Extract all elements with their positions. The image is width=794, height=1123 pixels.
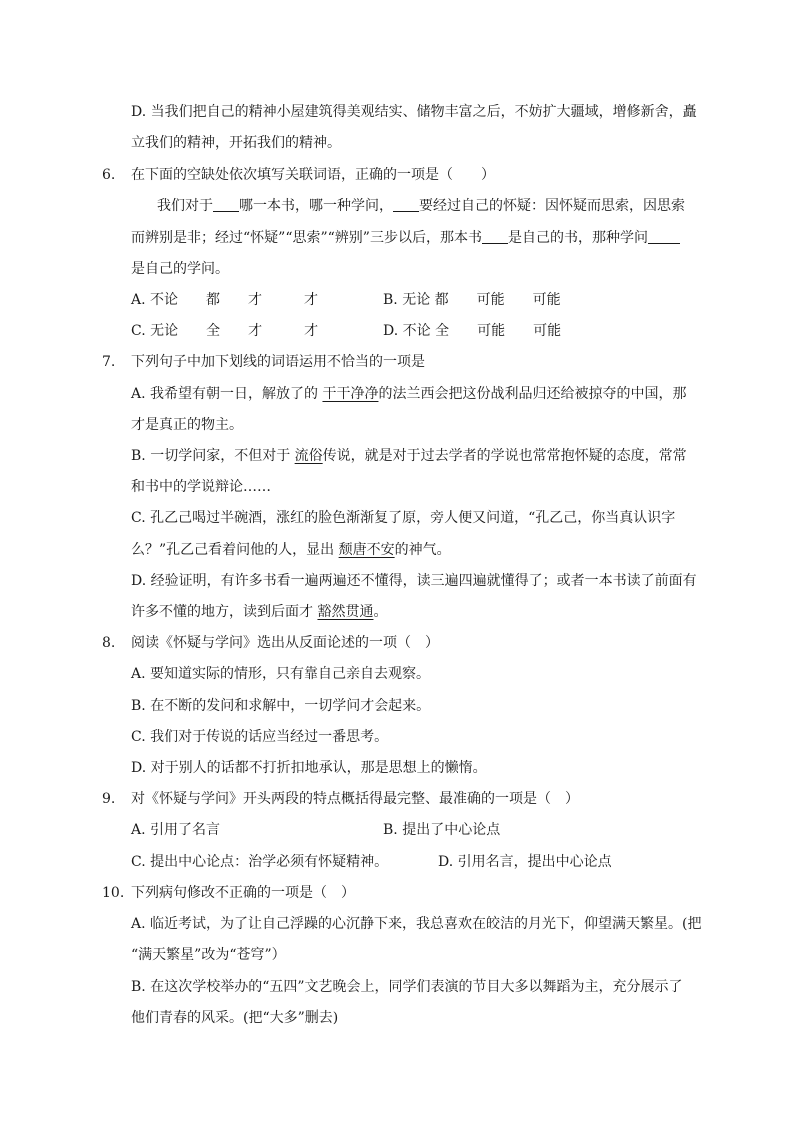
q7-option-a-line2: 才是真正的物主。 <box>131 417 243 433</box>
q7-underlined-word-b: 流俗 <box>294 448 323 464</box>
q6-blank-4 <box>648 229 680 244</box>
q6-option-a[interactable]: A. 不论 都 才 才 <box>131 292 319 308</box>
q6-passage-line3: 是自己的学问。 <box>131 261 229 277</box>
q7-underlined-word-d: 豁然贯通 <box>317 604 374 620</box>
q6-passage-line2: 而辨别是非；经过“怀疑”“思索”“辨别”三步以后，那本书 是自己的书，那种学问 <box>131 228 680 248</box>
q10-option-a-line2: “满天繁星”改为“苍穹”） <box>131 947 286 963</box>
q8-option-b[interactable]: B. 在不断的发问和求解中，一切学问才会起来。 <box>131 698 431 714</box>
q6-option-d[interactable]: D. 不论 全 可能 可能 <box>383 323 562 339</box>
q10-option-a-line1[interactable]: A. 临近考试，为了让自己浮躁的心沉静下来，我总喜欢在皎洁的月光下，仰望满天繁星。(把 <box>131 916 702 932</box>
q7-option-b-line2: 和书中的学说辩论…… <box>131 479 271 495</box>
q7-stem: 下列句子中加下划线的词语运用不恰当的一项是 <box>131 354 425 370</box>
q10-option-b-line2: 他们青春的风采。(把“大多”删去) <box>131 1010 339 1026</box>
q9-option-b[interactable]: B. 提出了中心论点 <box>383 822 501 838</box>
q10-stem: 下列病句修改不正确的一项是（ ） <box>131 885 355 901</box>
q8-option-a[interactable]: A. 要知道实际的情形，只有靠自己亲自去观察。 <box>131 666 431 682</box>
q6-passage-line1: 我们对于 哪一本书，哪一种学问， 要经过自己的怀疑：因怀疑而思索，因思索 <box>157 198 685 214</box>
q9-option-c[interactable]: C. 提出中心论点：治学必须有怀疑精神。 <box>131 854 389 870</box>
q8-stem: 阅读《怀疑与学问》选出从反面论述的一项（ ） <box>131 635 439 651</box>
q10-option-b-line1[interactable]: B. 在这次学校举办的“五四”文艺晚会上，同学们表演的节目大多以舞蹈为主，充分展示了 <box>131 979 683 995</box>
q9-option-a[interactable]: A. 引用了名言 <box>131 822 221 838</box>
q6-stem: 在下面的空缺处依次填写关联词语，正确的一项是（ ） <box>131 167 495 183</box>
q6-blank-3 <box>482 229 508 244</box>
q5-option-d-line2: 立我们的精神，开拓我们的精神。 <box>131 135 341 151</box>
q8-number: 8. <box>102 635 116 651</box>
q6-number: 6. <box>102 167 116 183</box>
q10-number: 10. <box>102 885 125 901</box>
q7-underlined-word-a: 干干净净 <box>322 386 379 402</box>
q7-option-b-line1[interactable]: B. 一切学问家，不但对于 流俗传说，就是对于过去学者的学说也常常抱怀疑的态度，常常 <box>131 448 687 464</box>
q7-option-d-line2: 许多不懂的地方，读到后面才 豁然贯通。 <box>131 604 388 620</box>
q8-option-d[interactable]: D. 对于别人的话都不打折扣地承认，那是思想上的懒惰。 <box>131 760 487 776</box>
q9-stem: 对《怀疑与学问》开头两段的特点概括得最完整、最准确的一项是（ ） <box>131 791 579 807</box>
q8-option-c[interactable]: C. 我们对于传说的话应当经过一番思考。 <box>131 729 389 745</box>
q5-option-d-line1: D. 当我们把自己的精神小屋建筑得美观结实、储物丰富之后，不妨扩大疆域，增修新舍，矗 <box>131 104 697 120</box>
q6-option-b[interactable]: B. 无论 都 可能 可能 <box>383 292 561 308</box>
q7-option-c-line2: 么？”孔乙己看着问他的人，显出 颓唐不安的神气。 <box>131 542 451 558</box>
q7-option-d-line1[interactable]: D. 经验证明，有许多书看一遍两遍还不懂得，读三遍四遍就懂得了；或者一本书读了前面有 <box>131 573 697 589</box>
q9-option-d[interactable]: D. 引用名言，提出中心论点 <box>438 854 612 870</box>
q6-blank-1 <box>213 197 239 212</box>
q7-option-a-line1[interactable]: A. 我希望有朝一日，解放了的 干干净净的法兰西会把这份战利品归还给被掠夺的中国，那 <box>131 386 687 402</box>
q7-option-c-line1[interactable]: C. 孔乙己喝过半碗酒，涨红的脸色渐渐复了原，旁人便又问道，“孔乙己，你当真认识字 <box>131 510 676 526</box>
q7-number: 7. <box>102 354 116 370</box>
q6-blank-2 <box>393 197 419 212</box>
q6-option-c[interactable]: C. 无论 全 才 才 <box>131 323 319 339</box>
q7-underlined-word-c: 颓唐不安 <box>338 542 395 558</box>
q9-number: 9. <box>102 791 116 807</box>
